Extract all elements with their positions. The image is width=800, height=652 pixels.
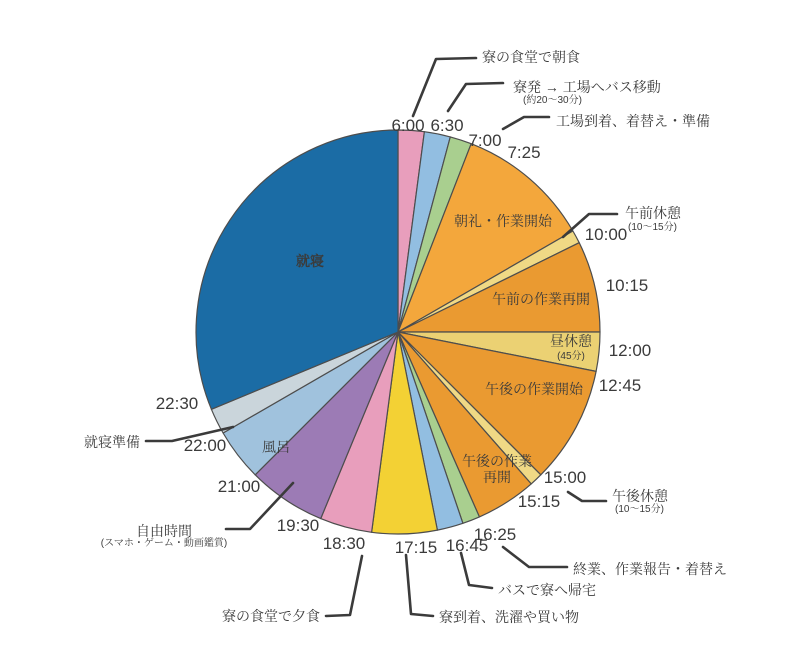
time-tick-15-00: 15:00 [543,468,587,487]
time-tick-10-00: 10:00 [584,225,628,244]
time-tick-12-00: 12:00 [608,341,652,360]
time-tick-16-25: 16:25 [473,525,517,544]
slice-label-morning-work-resume: 午前の作業再開 [492,291,590,307]
pie-slices [196,130,600,534]
time-tick-7-25: 7:25 [507,143,541,162]
slice-label-breakfast: 寮の食堂で朝食 [482,49,580,65]
slice-label-free-time: 自由時間 [136,523,192,539]
time-tick-6-30: 6:30 [430,116,464,135]
time-tick-10-15: 10:15 [605,276,649,295]
slice-label-morning-break: 午前休憩 [625,205,681,221]
time-tick-21-00: 21:00 [217,477,261,496]
leader-line-arrival-prep [503,117,549,129]
slice-sublabel-free-time: (スマホ・ゲーム・動画鑑賞) [100,538,228,549]
slice-label-afternoon-work-start: 午後の作業開始 [485,381,583,397]
time-tick-7-00: 7:00 [468,131,502,150]
leader-line-dorm-arrival-laundry [406,555,433,616]
leader-line-work-end-report [503,547,567,567]
slice-sublabel-lunch-break: (45分) [557,351,585,362]
leader-line-afternoon-break [568,492,606,501]
time-tick-6-00: 6:00 [391,116,425,135]
slice-sublabel-morning-break: (10〜15分) [628,222,677,233]
time-tick-16-45: 16:45 [445,536,489,555]
leader-line-breakfast [413,58,476,116]
slice-label-work-end-report: 終業、作業報告・着替え [573,561,727,577]
slice-sublabel-afternoon-break: (10〜15分) [615,504,664,515]
leader-line-bus-to-factory [448,83,503,111]
time-tick-12-45: 12:45 [598,376,642,395]
slice-label-morning-work-start: 朝礼・作業開始 [454,213,552,229]
slice-sublabel-bus-to-factory: (約20〜30分) [523,95,582,106]
time-tick-19-30: 19:30 [276,516,320,535]
time-tick-17-15: 17:15 [394,538,438,557]
slice-label-sleep-prep: 就寝準備 [84,434,140,450]
slice-label-dorm-arrival-laundry: 寮到着、洗濯や買い物 [439,609,579,625]
slice-label-sleep: 就寝 [296,253,324,269]
time-tick-22-30: 22:30 [155,394,199,413]
leader-line-dinner [326,556,362,616]
slice-label-afternoon-work-resume-line1: 午後の作業 [462,453,532,469]
slice-label-afternoon-work-resume-line2: 再開 [483,469,511,485]
slice-label-dinner: 寮の食堂で夕食 [222,608,320,624]
slice-label-bus-to-dorm: バスで寮へ帰宅 [498,582,596,598]
time-tick-15-15: 15:15 [517,492,561,511]
slice-label-afternoon-break: 午後休憩 [612,488,668,504]
time-tick-22-00: 22:00 [183,436,227,455]
time-tick-18-30: 18:30 [322,534,366,553]
slice-label-lunch-break: 昼休憩 [550,333,592,349]
slice-label-arrival-prep: 工場到着、着替え・準備 [556,113,710,129]
slice-label-bus-to-factory: 寮発 → 工場へバス移動 [513,79,661,95]
leader-line-bus-to-dorm [461,553,492,588]
slice-label-bath: 風呂 [262,439,290,455]
